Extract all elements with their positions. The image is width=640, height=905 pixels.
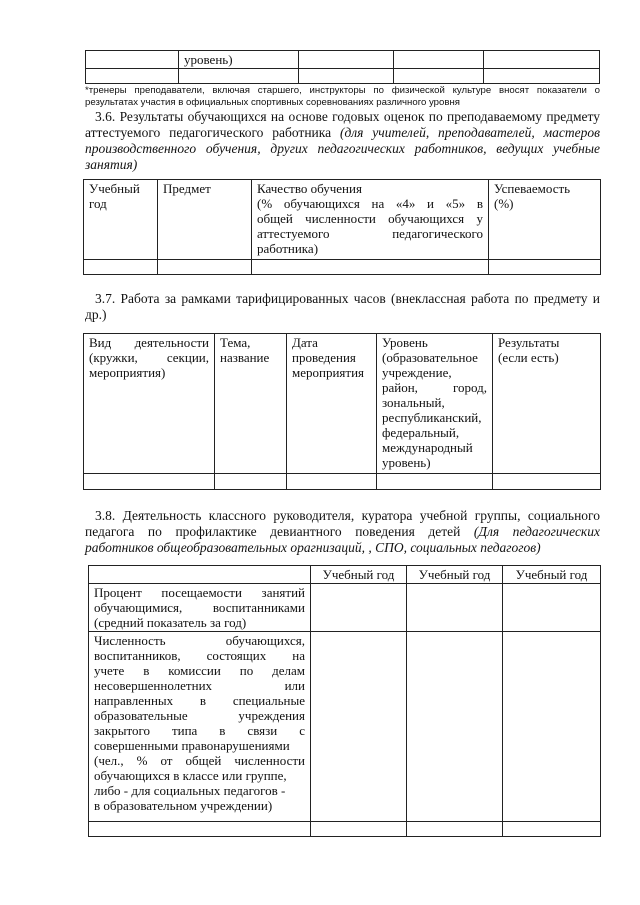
level-header: Уровень (образовательное учреждение, район, город, зональный, республиканский, федеральный, международный уровень) bbox=[377, 334, 493, 474]
table-cell bbox=[503, 822, 601, 837]
heading-line: др.) bbox=[85, 307, 107, 322]
table-cell bbox=[311, 632, 407, 822]
top-table-cell bbox=[179, 69, 299, 84]
footnote-line: *тренеры преподаватели, включая старшего, инструкторы по физической культуре вносят показатели о bbox=[85, 85, 600, 96]
year-header: Учебный год bbox=[311, 566, 407, 584]
extracurricular-cell bbox=[215, 474, 287, 490]
results-cell bbox=[84, 260, 158, 275]
extracurricular-table bbox=[83, 333, 601, 490]
results-header: Результаты (если есть) bbox=[493, 334, 601, 474]
top-table-cell bbox=[484, 51, 600, 69]
empty-header-cell bbox=[89, 566, 311, 584]
top-table-cell bbox=[86, 51, 179, 69]
top-table-cell bbox=[86, 69, 179, 84]
table-cell bbox=[407, 584, 503, 632]
results-cell bbox=[252, 260, 489, 275]
section-3-7-heading bbox=[85, 291, 600, 323]
results-header-year: Учебный год bbox=[84, 180, 158, 260]
attendance-row-label: Процент посещаемости занятий обучающимися, воспитанниками (средний показатель за год) bbox=[89, 584, 311, 632]
footnote bbox=[85, 85, 600, 108]
results-header-progress: Успеваемость (%) bbox=[489, 180, 601, 260]
heading-line: педагога по профилактике девиантного поведения детей (Для педагогических bbox=[85, 524, 600, 539]
table-cell bbox=[407, 632, 503, 822]
table-cell bbox=[503, 584, 601, 632]
top-table-cell bbox=[394, 51, 484, 69]
top-table-cell bbox=[179, 51, 299, 69]
event-date-header: Дата проведения мероприятия bbox=[287, 334, 377, 474]
top-table-cell bbox=[484, 69, 600, 84]
class-teacher-table bbox=[88, 565, 601, 837]
heading-line: 3.6. Результаты обучающихся на основе годовых оценок по преподаваемому предмету bbox=[95, 109, 600, 124]
extracurricular-cell bbox=[287, 474, 377, 490]
top-table bbox=[85, 50, 600, 84]
top-table-level-text: уровень) bbox=[184, 52, 233, 67]
results-header-quality: Качество обучения (% обучающихся на «4» и «5» в общей численности обучающихся у аттестуемого педагогического работника) bbox=[252, 180, 489, 260]
year-header: Учебный год bbox=[407, 566, 503, 584]
top-table-cell bbox=[299, 69, 394, 84]
section-3-8-heading bbox=[85, 508, 600, 556]
topic-header: Тема, название bbox=[215, 334, 287, 474]
table-cell bbox=[503, 632, 601, 822]
extracurricular-cell bbox=[493, 474, 601, 490]
footnote-line: результатах участия в официальных спортивных соревнованиях различного уровня bbox=[85, 96, 460, 108]
heading-line: работников общеобразовательных орагнизаций, , СПО, социальных педагогов) bbox=[85, 540, 541, 555]
table-cell bbox=[89, 822, 311, 837]
year-header: Учебный год bbox=[503, 566, 601, 584]
section-3-6-heading bbox=[85, 109, 600, 173]
results-cell bbox=[489, 260, 601, 275]
heading-line: занятия) bbox=[85, 157, 138, 172]
results-header-subject: Предмет bbox=[158, 180, 252, 260]
results-table bbox=[83, 179, 601, 275]
extracurricular-cell bbox=[84, 474, 215, 490]
top-table-cell bbox=[394, 69, 484, 84]
heading-line: 3.8. Деятельность классного руководителя, куратора учебной группы, социального bbox=[95, 508, 600, 523]
top-table-cell bbox=[299, 51, 394, 69]
table-cell bbox=[311, 584, 407, 632]
heading-line: производственного обучения, других педагогических работников, ведущих учебные bbox=[85, 141, 600, 156]
table-cell bbox=[407, 822, 503, 837]
results-cell bbox=[158, 260, 252, 275]
extracurricular-cell bbox=[377, 474, 493, 490]
table-cell bbox=[311, 822, 407, 837]
heading-line: аттестуемого педагогического работника (для учителей, преподавателей, мастеров bbox=[85, 125, 600, 140]
heading-line: 3.7. Работа за рамками тарифицированных часов (внеклассная работа по предмету и bbox=[95, 291, 600, 306]
offenders-row-label: Численность обучающихся, воспитанников, состоящих на учете в комиссии по делам несовершеннолетних или направленных в специальные образовательные учреждения закрытого типа в связи с совершенными правонарушениями (чел., % от общей численности обучающихся в классе или группе, либо - для социальных педагогов - в образовательном учреждении) bbox=[89, 632, 311, 822]
activity-type-header: Вид деятельности (кружки, секции, мероприятия) bbox=[84, 334, 215, 474]
